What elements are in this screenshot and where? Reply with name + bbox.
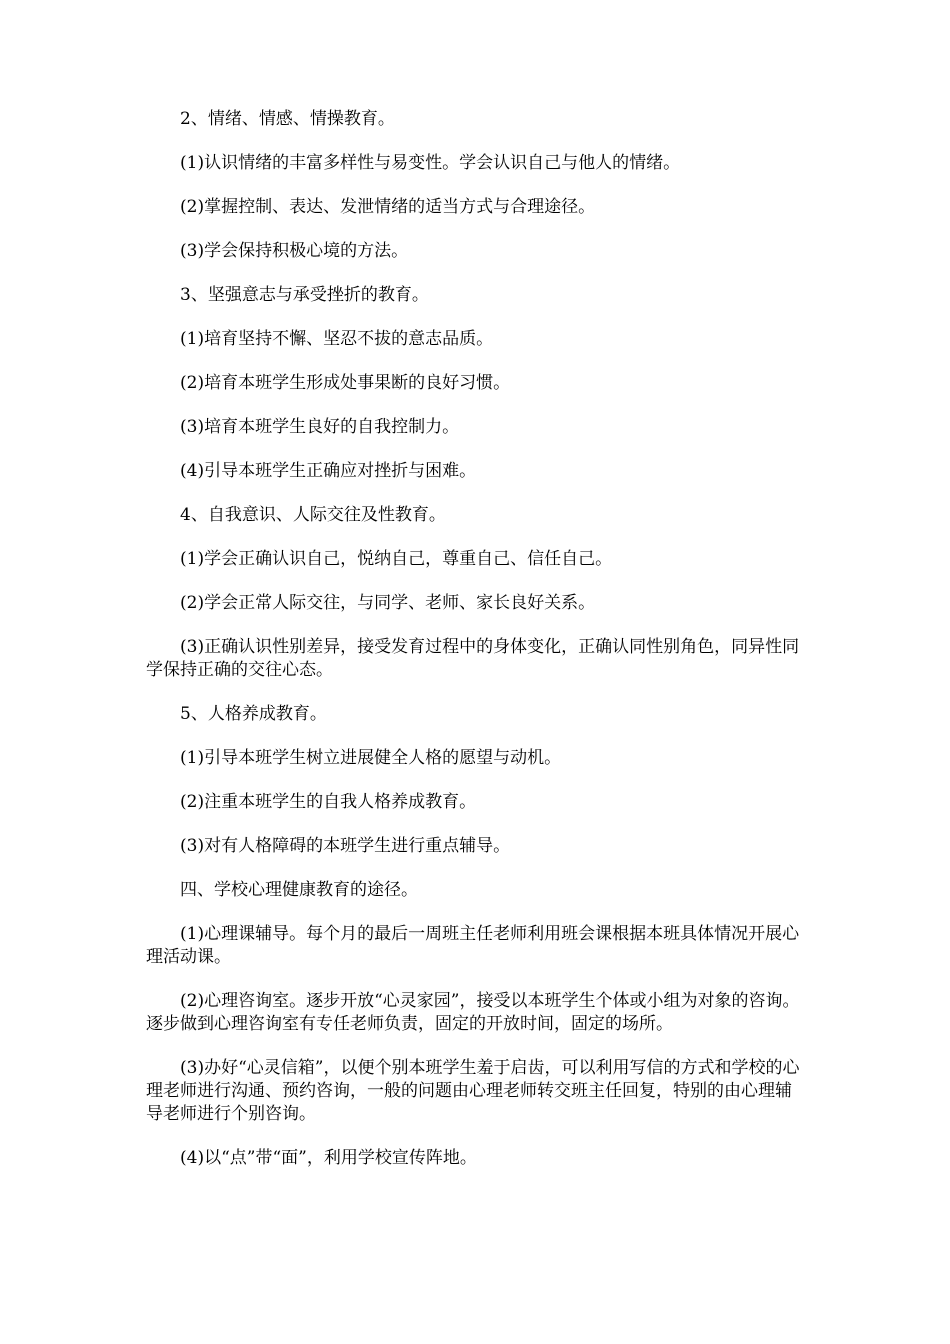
paragraph-7: (2)培育本班学生形成处事果断的良好习惯。 — [180, 373, 511, 393]
paragraph-2: (1)认识情绪的丰富多样性与易变性。学会认识自己与他人的情绪。 — [180, 153, 681, 173]
paragraph-20: (2)心理咨询室。逐步开放“心灵家园”，接受以本班学生个体或小组为对象的咨询。逐步做到心理咨询室有专任老师负责，固定的开放时间，固定的场所。 — [146, 991, 800, 1034]
paragraph-12: (2)学会正常人际交往，与同学、老师、家长良好关系。 — [180, 593, 596, 613]
paragraph-19: (1)心理课辅导。每个月的最后一周班主任老师利用班会课根据本班具体情况开展心理活动课。 — [146, 924, 800, 967]
paragraph-13: (3)正确认识性别差异，接受发育过程中的身体变化，正确认同性别角色，同异性同学保持正确的交往心态。 — [146, 637, 800, 680]
paragraph-22: (4)以“点”带“面”，利用学校宣传阵地。 — [180, 1148, 477, 1168]
paragraph-14: 5、人格养成教育。 — [180, 704, 327, 724]
paragraph-16: (2)注重本班学生的自我人格养成教育。 — [180, 792, 477, 812]
paragraph-9: (4)引导本班学生正确应对挫折与困难。 — [180, 461, 477, 481]
paragraph-15: (1)引导本班学生树立进展健全人格的愿望与动机。 — [180, 748, 562, 768]
paragraph-11: (1)学会正确认识自己，悦纳自己，尊重自己、信任自己。 — [180, 549, 613, 569]
paragraph-1: 2、情绪、情感、情操教育。 — [180, 109, 395, 129]
paragraph-6: (1)培育坚持不懈、坚忍不拔的意志品质。 — [180, 329, 494, 349]
paragraph-17: (3)对有人格障碍的本班学生进行重点辅导。 — [180, 836, 511, 856]
paragraph-8: (3)培育本班学生良好的自我控制力。 — [180, 417, 460, 437]
paragraph-21: (3)办好“心灵信箱”，以便个别本班学生羞于启齿，可以利用写信的方式和学校的心理老师进行沟通、预约咨询，一般的问题由心理老师转交班主任回复，特别的由心理辅导老师进行个别咨询。 — [146, 1058, 800, 1124]
paragraph-5: 3、坚强意志与承受挫折的教育。 — [180, 285, 429, 305]
paragraph-4: (3)学会保持积极心境的方法。 — [180, 241, 409, 261]
document-body — [146, 108, 806, 1191]
paragraph-10: 4、自我意识、人际交往及性教育。 — [180, 505, 446, 525]
paragraph-3: (2)掌握控制、表达、发泄情绪的适当方式与合理途径。 — [180, 197, 596, 217]
paragraph-18: 四、学校心理健康教育的途径。 — [180, 880, 418, 900]
